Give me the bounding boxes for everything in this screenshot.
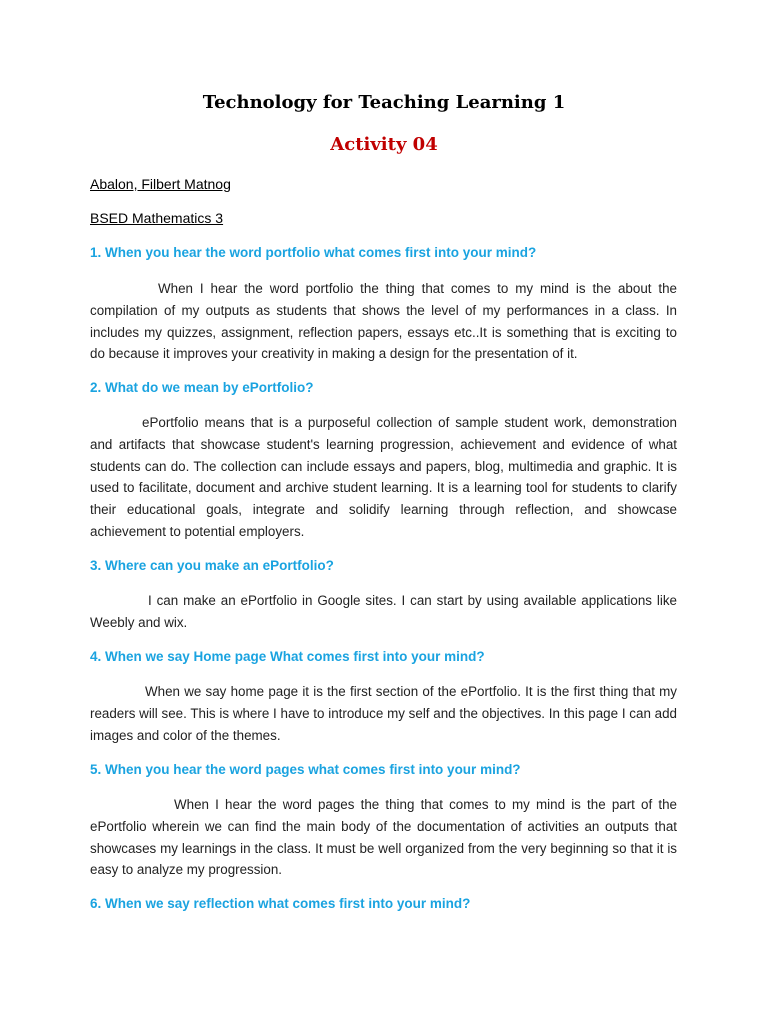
question-6: 6. When we say reflection what comes first into your mind? [90,896,471,911]
question-4: 4. When we say Home page What comes first into your mind? [90,649,485,664]
question-2: 2. What do we mean by ePortfolio? [90,380,314,395]
student-name: Abalon, Filbert Matnog [90,176,231,192]
course-label: BSED Mathematics 3 [90,210,224,226]
question-3: 3. Where can you make an ePortfolio? [90,558,334,573]
question-1: 1. When you hear the word portfolio what comes first into your mind? [90,245,537,260]
answer-2: ePortfolio means that is a purposeful collection of sample student work, demonstration and artifacts that showcase student's learning progression, achievement and evidence of what students can do. The collection can include essays and papers, blog, multimedia and graphic. It is used to facilitate, document and archive student learning. It is a learning tool for students to clarify their educational goals, integrate and solidify learning through reflection, and showcase achievement to potential employers. [90,415,677,539]
activity-heading: Activity 04 [330,134,438,155]
answer-4: When we say home page it is the first section of the ePortfolio. It is the first thing that my readers will see. This is where I have to introduce my self and the objectives. In this page I can add images and color of the themes. [90,684,677,743]
document-title: Technology for Teaching Learning 1 [202,92,566,113]
answer-5: When I hear the word pages the thing that comes to my mind is the part of the ePortfolio wherein we can find the main body of the documentation of activities an outputs that showcases my learnings in the class. It must be well organized from the very beginning so that it is easy to analyze my progression. [90,797,677,878]
answer-1: When I hear the word portfolio the thing that comes to my mind is the about the compilation of my outputs as students that shows the level of my performances in a class. In includes my quizzes, assignment, reflection papers, essays etc..It is something that is exciting to do because it improves your creativity in making a design for the presentation of it. [90,281,677,362]
question-5: 5. When you hear the word pages what comes first into your mind? [90,762,521,777]
answer-3: I can make an ePortfolio in Google sites. I can start by using available applications like Weebly and wix. [90,593,677,630]
